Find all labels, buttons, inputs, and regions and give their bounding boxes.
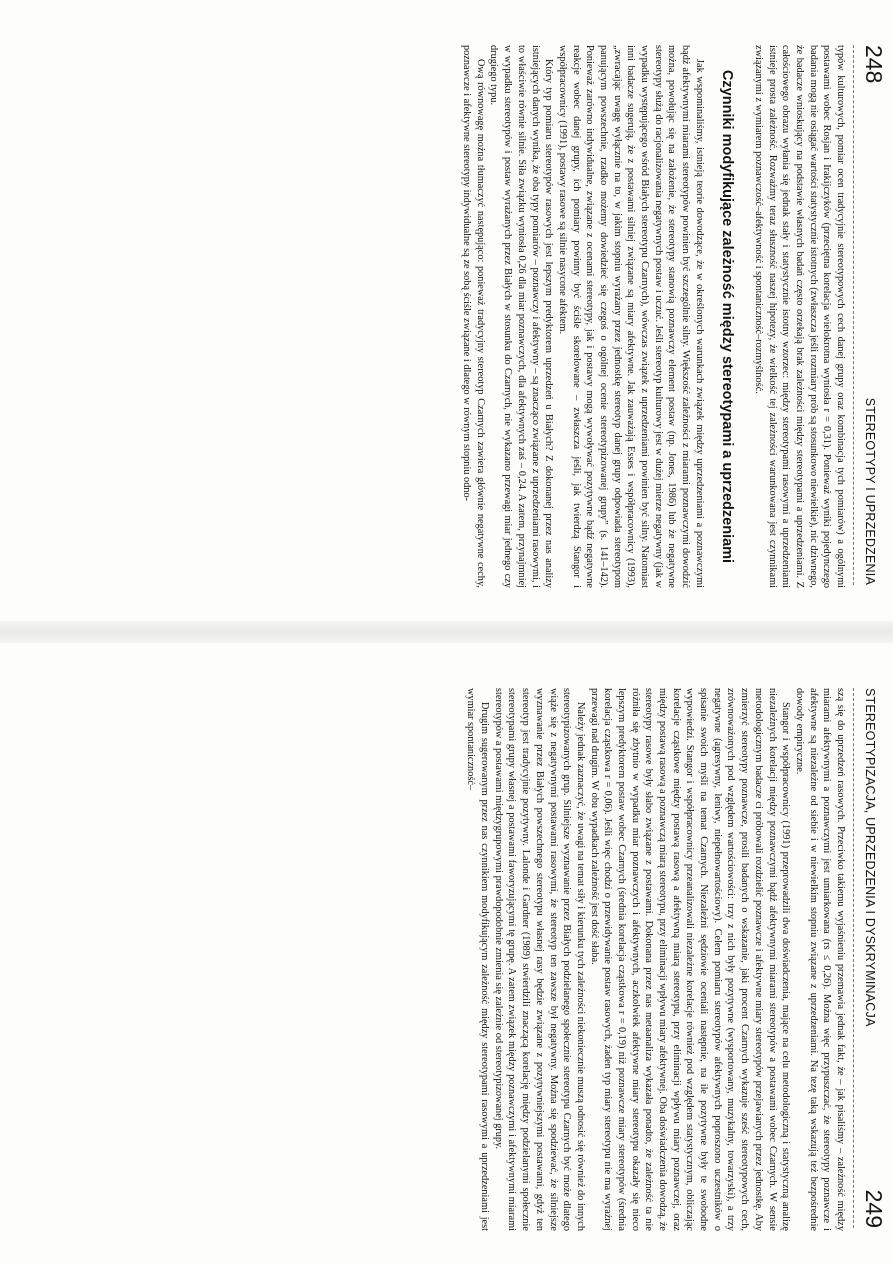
paragraph: szą się do uprzedzeń rasowych. Przeciwko takiemu wyjaśnieniu przemawia jednak fakt, że – jak pisaliśmy – zależność między miarami afektywnymi a poznawczymi jest umiarkowana (rs ≤ 0,26). Można więc przypuszczać, że stereotypy poznawcze i afektywne są niezależne od siebie i w niewielkim stopniu związane z uprzedzeniami. Na tezę taką wskazują też bezpośrednie dowody empiryczne. [793, 688, 846, 1231]
paragraph: typów kulturowych, pomiar ocen tradycyjnie stereotypowych cech danej grupy oraz kombinacja tych pomiarów) a ogólnymi postawami wobec Rosjan i Irakijczyków (przeciętna korelacja wielokrotna wyniosła r = 0,31). Ponieważ wyniki pojedynczego badania mogą nie osiągać wartości statystycznie istotnych (zwłaszcza jeśli rozmiary prób są stosunkowo niewielkie), nic dziwnego, że badacze wnioskujący na podstawie własnych badań często orzekają brak zależności między stereotypami a uprzedzeniami. Z całościowego obrazu wyłania się jednak stały i statystycznie istotny wzorzec: między stereotypami rasowymi a uprzedzeniami istnieje prosta zależność. Rozważmy teraz słuszność naszej hipotezy, że wielkość tej zależności warunkowana jest czynnikami związanymi z wymiarem poznawczość–afektywność i spontaniczność–rozmyślność. [752, 45, 846, 588]
page-number: 248 [861, 45, 887, 84]
left-page [0, 0, 893, 620]
paragraph: Należy jednak zaznaczyć, że uwagi na temat siły i kierunku tych zależności niekoniecznie muszą odnosić się również do innych stereotypizowanych grup. Silniejsze wyznawanie przez Białych podzielanego społecznie stereotypu Czarnych być może dlatego wiąże się z negatywnymi postawami rasowymi, że stereotyp ten zawsze był negatywny. Można się spodziewać, że silniejsze wyznawanie przez Białych powszechnego stereotypu własnej rasy będzie związane z pozytywniejszymi postawami, gdyż ten stereotyp jest tradycyjnie pozytywny. Lalonde i Gardner (1989) stwierdzili znaczącą korelację między podzielanymi społecznie stereotypami grupy własnej a postawami faworyzującymi tę grupę. A zatem związek między poznawczymi i afektywnymi miarami stereotypów a postawami międzygrupowymi prawdopodobnie zmienia się zależnie od stereotypizowanej grupy. [492, 688, 586, 1231]
left-page-header [857, 45, 887, 585]
paragraph: Ową równowagę można tłumaczyć następująco: ponieważ tradycyjny stereotyp Czarnych zawiera głównie negatywne cechy, poznawcze i afektywne stereotypy indywidualne są ze sobą ściśle związane i dlatego w równym stopniu odno- [461, 45, 486, 588]
running-head: STEREOTYPY I UPRZEDZENIA [863, 397, 877, 585]
paragraph: Drugim sugerowanym przez nas czynnikiem modyfikującym zależność między stereotypami rasowymi a uprzedzeniami jest wymiar spontaniczność– [465, 688, 491, 1231]
right-page-header [857, 688, 887, 1228]
header-rule [853, 45, 854, 585]
paragraph: Stangor i współpracownicy (1991) przeprowadzili dwa doświadczenia, mające na celu metodologiczną i statystyczną analizę niezależnych korelacji między poznawczymi bądź afektywnymi miarami stereotypów a postawami wobec Czarnych. W sensie metodologicznym badacze ci próbowali rozdzielić poznawcze i afektywne miary stereotypów przejawianych przez jednostkę. Aby zmierzyć stereotypy poznawcze, prosili badanych o wskazanie, jaki procent Czarnych wykazuje sześć stereotypowych cech, zrównoważonych pod względem wartościowości: trzy z nich były pozytywne (wysportowany, muzykalny, towarzyski), a trzy negatywne (agresywny, leniwy, niepełnowartościowy). Celem pomiaru stereotypów afektywnych poproszono uczestników o spisanie swoich myśli na temat Czarnych. Niezależni sędziowie oceniali następnie, na ile pozytywne były te swobodne wypowiedzi. Stangor i współpracownicy przeanalizowali niezależne korelacje również pod względem statystycznym, obliczając korelacje cząstkowe między postawą rasową a afektywną miarą stereotypu, przy eliminacji wpływu miary poznawczej, oraz między postawą rasową a poznawczą miarą stereotypu, przy eliminacji wpływu miary afektywnej. Oba doświadczenia dowodzą, że stereotypy rasowe były słabo związane z postawami. Dokonana przez nas metaanaliza wykazała ponadto, że zależność ta nie różniła się zbytnio w wypadku miar poznawczych i afektywnych, aczkolwiek afektywne miary stereotypu okazały się nieco lepszym predyktorem postaw wobec Czarnych (średnia korelacja cząstkowa r = 0,19) niż poznawcze miary stereotypów (średnia korelacja cząstkowa r = 0,06). Jeśli więc chodzi o przewidywanie postaw rasowych, żaden typ miary stereotypu nie ma wyraźnej przewagi nad drugim. W obu wypadkach zależność jest dość słaba. [588, 688, 792, 1231]
section-heading: Czynniki modyfikujące zależność między stereotypami a uprzedzeniami [719, 69, 736, 564]
paragraph: Jak wspominaliśmy, istnieją teorie dowodzące, że w określonych warunkach związek między uprzedzeniami a poznawczymi bądź afektywnymi miarami stereotypów powinien być szczególnie silny. Większość zależności z miarami poznawczymi dowodzić można, powołując się na założenie, że stereotypy stanowią poznawczy element postaw (np. Jones, 1986) lub że negatywne stereotypy służą do racjonalizowania negatywnych postaw i uczuć. Jeśli stereotyp kulturowy jest w dużej mierze negatywny (jak w wypadku występującego wśród Białych stereotypu Czarnych), wówczas związek z uprzedzeniami powinien być silny. Natomiast inni badacze sugerują, że z postawami silniej związane są miary afektywne. Jak zauważają Esses i współpracownicy (1993), „zwracając uwagę wyłącznie na to, w jakim stopniu wyrażany przez jednostkę stereotyp danej grupy odpowiada stereotypom panującym powszechnie, rzadko możemy dowiedzieć się czegoś o ogólnej ocenie stereotypizowanej grupy” (s. 141–142). Ponieważ zarówno indywidualne, związane z ocenami stereotypy, jak i postawy mogą wywoływać pozytywne bądź negatywne reakcje wobec danej grupy, ich pomiary powinny być ściśle skorelowane – zwłaszcza jeśli, jak twierdzą Stangor i współpracownicy (1991), postawy rasowe są silnie nasycone afektem. [556, 45, 705, 588]
left-page-body [20, 45, 847, 588]
book-gutter [0, 621, 893, 643]
running-head: STEREOTYPIZACJA, UPRZEDZENIA I DYSKRYMINACJA [863, 688, 877, 1027]
page-number: 249 [861, 1189, 887, 1228]
header-rule [853, 688, 854, 1228]
paragraph: Który typ pomiaru stereotypów rasowych jest lepszym predyktorem uprzedzeń u Białych? Z dokonanej przez nas analizy istniejących danych wynika, że oba typy pomiarów – poznawczy i afektywny – są znacząco związane z uprzedzeniami rasowymi, i to właściwie równie silnie. Siła związku wyniosła 0,26 dla miar poznawczych, dla afektywnych zaś – 0,24. A zatem, przynajmniej w wypadku stereotypów i postaw wyrażanych przez Białych w stosunku do Czarnych, nie wykazano przewagi miar jednego czy drugiego typu. [488, 45, 555, 588]
right-page [0, 643, 893, 1263]
right-page-body [20, 688, 847, 1231]
